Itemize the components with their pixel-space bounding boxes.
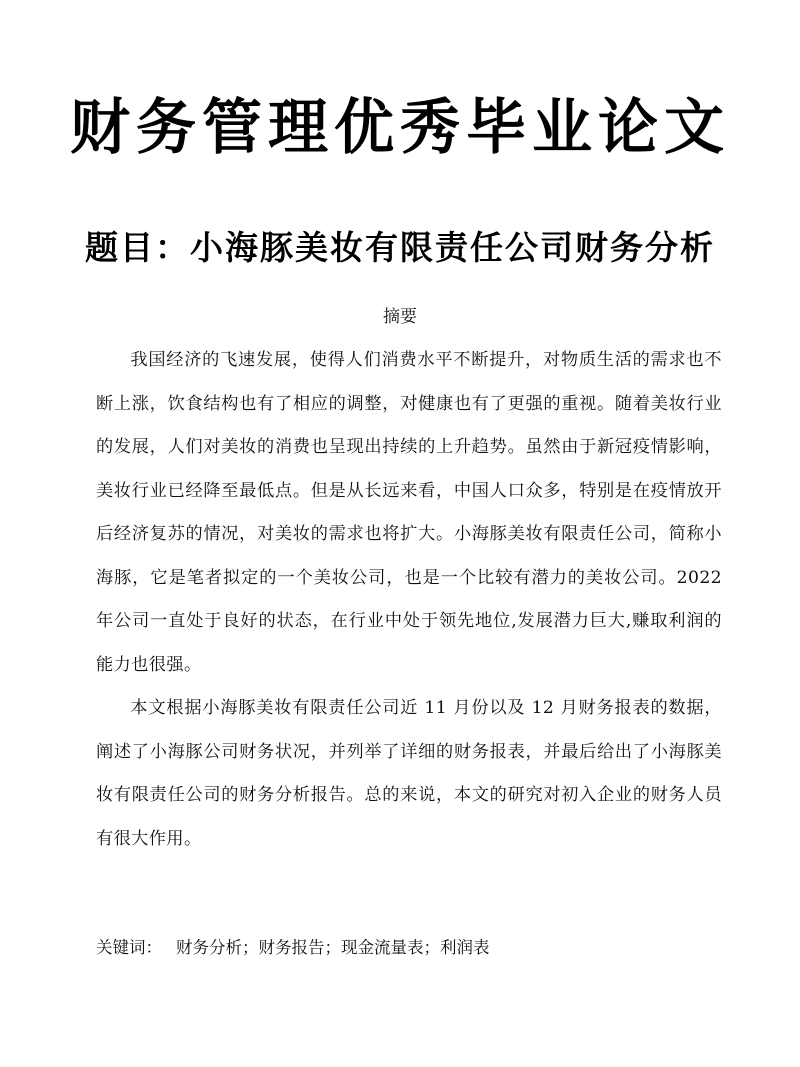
keywords-label: 关键词： <box>96 938 162 957</box>
topic-title: 题目：小海豚美妆有限责任公司财务分析 <box>85 228 715 268</box>
main-title: 财务管理优秀毕业论文 <box>70 93 730 164</box>
keywords-text: 财务分析；财务报告；现金流量表；利润表 <box>176 938 490 957</box>
abstract-paragraph-2: 本文根据小海豚美妆有限责任公司近 11 月份以及 12 月财务报表的数据，阐述了小海豚公司财务状况，并列举了详细的财务报表，并最后给出了小海豚美妆有限责任公司的财务分析报告。总的来说，本文的研究对初入企业的财务人员有很大作用。 <box>96 698 722 849</box>
keywords-line <box>96 935 490 961</box>
abstract-heading: 摘要 <box>383 307 417 327</box>
abstract-body <box>96 339 722 861</box>
abstract-paragraph-1: 我国经济的飞速发展，使得人们消费水平不断提升，对物质生活的需求也不断上涨，饮食结构也有了相应的调整，对健康也有了更强的重视。随着美妆行业的发展，人们对美妆的消费也呈现出持续的上升趋势。虽然由于新冠疫情影响，美妆行业已经降至最低点。但是从长远来看，中国人口众多，特别是在疫情放开后经济复苏的情况，对美妆的需求也将扩大。小海豚美妆有限责任公司，简称小海豚，它是笔者拟定的一个美妆公司，也是一个比较有潜力的美妆公司。2022 年公司一直处于良好的状态，在行业中处于领先地位,发展潜力巨大,赚取利润的能力也很强。 <box>96 350 722 675</box>
